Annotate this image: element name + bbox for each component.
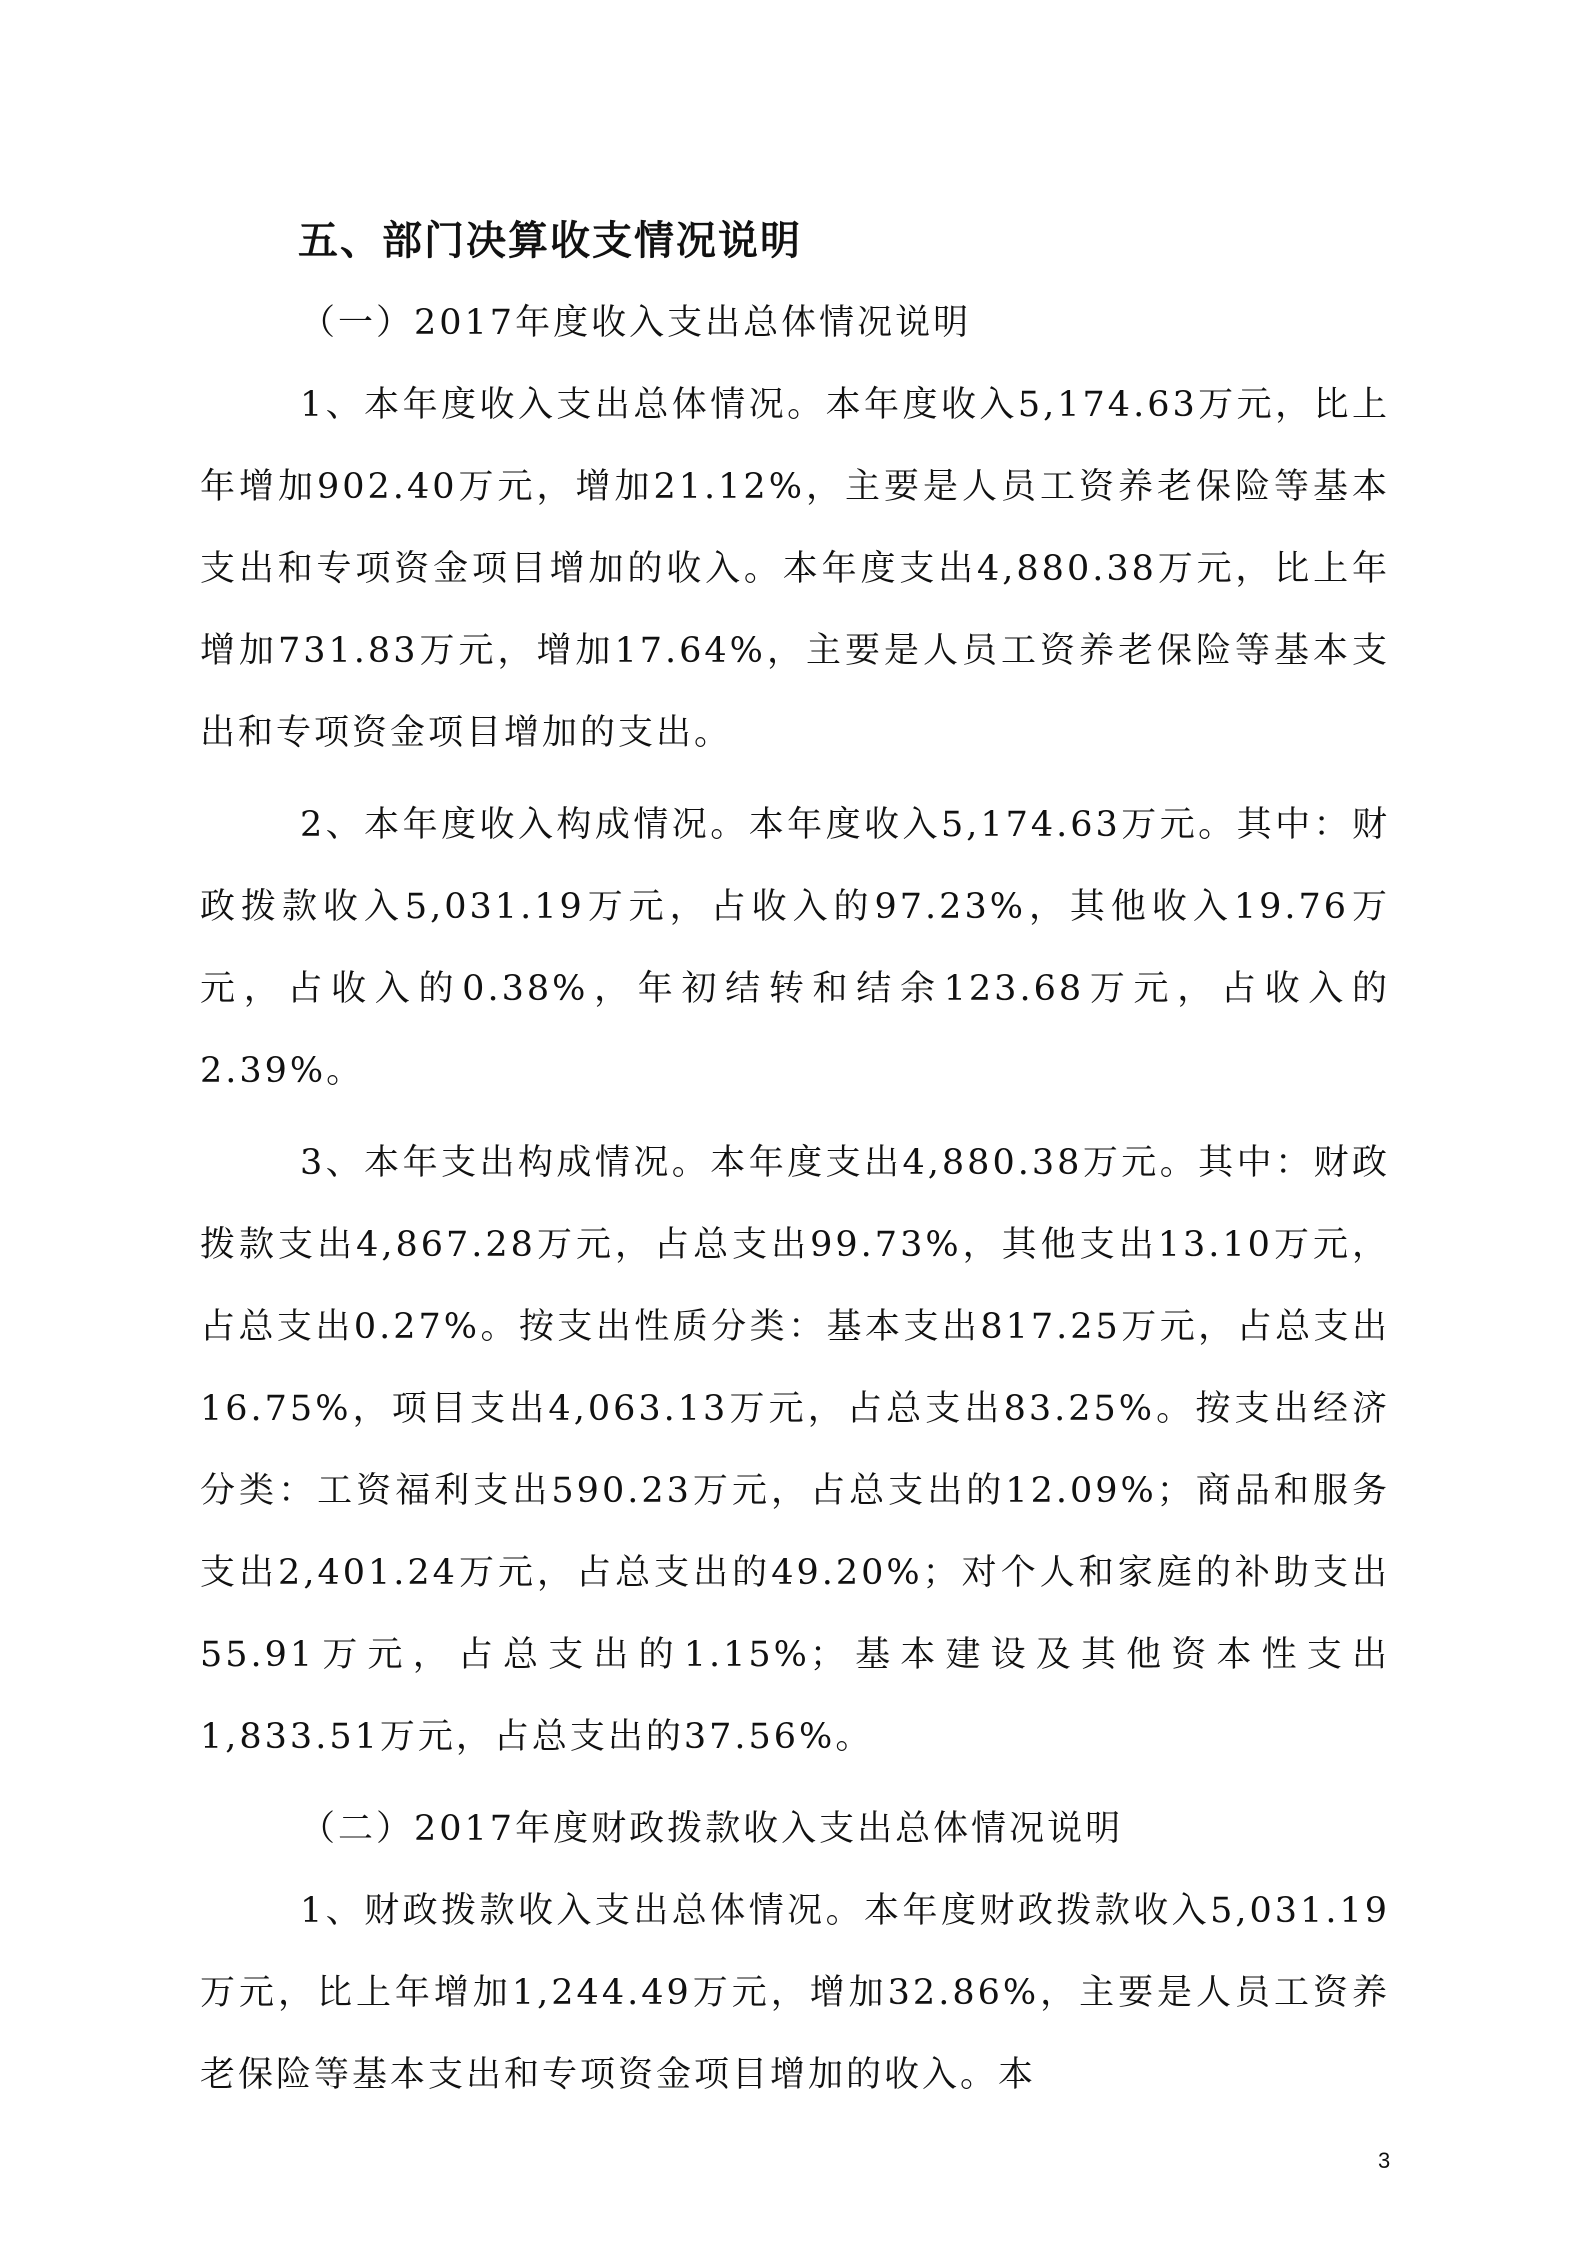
paragraph-gap xyxy=(200,774,1390,784)
document-body xyxy=(200,200,1390,2116)
paragraph-fiscal-overall: 1、财政拨款收入支出总体情况。本年度财政拨款收入5,031.19万元，比上年增加1,244.49万元，增加32.86%，主要是人员工资养老保险等基本支出和专项资金项目增加的收入。本 xyxy=(200,1891,1390,2095)
paragraph-overall: 1、本年度收入支出总体情况。本年度收入5,174.63万元，比上年增加902.40万元，增加21.12%，主要是人员工资养老保险等基本支出和专项资金项目增加的收入。本年度支出4,880.38万元，比上年增加731.83万元，增加17.64%，主要是人员工资养老保险等基本支出和专项资金项目增加的支出。 xyxy=(200,385,1390,753)
subsection-heading-2: （二）2017年度财政拨款收入支出总体情况说明 xyxy=(300,1809,1124,1849)
paragraph-gap xyxy=(200,1112,1390,1122)
paragraph-gap xyxy=(200,1778,1390,1788)
paragraph-income-composition: 2、本年度收入构成情况。本年度收入5,174.63万元。其中：财政拨款收入5,031.19万元，占收入的97.23%，其他收入19.76万元，占收入的0.38%，年初结转和结余123.68万元，占收入的2.39%。 xyxy=(200,805,1390,1091)
subsection-heading-1: （一）2017年度收入支出总体情况说明 xyxy=(300,303,972,343)
page-number: 3 xyxy=(1378,2148,1391,2173)
section-heading: 五、部门决算收支情况说明 xyxy=(298,218,802,264)
paragraph-expenditure-composition: 3、本年支出构成情况。本年度支出4,880.38万元。其中：财政拨款支出4,867.28万元，占总支出99.73%，其他支出13.10万元，占总支出0.27%。按支出性质分类：基本支出817.25万元，占总支出16.75%，项目支出4,063.13万元，占总支出83.25%。按支出经济分类：工资福利支出590.23万元，占总支出的12.09%；商品和服务支出2,401.24万元，占总支出的49.20%；对个人和家庭的补助支出55.91万元，占总支出的1.15%；基本建设及其他资本性支出1,833.51万元，占总支出的37.56%。 xyxy=(200,1143,1390,1757)
